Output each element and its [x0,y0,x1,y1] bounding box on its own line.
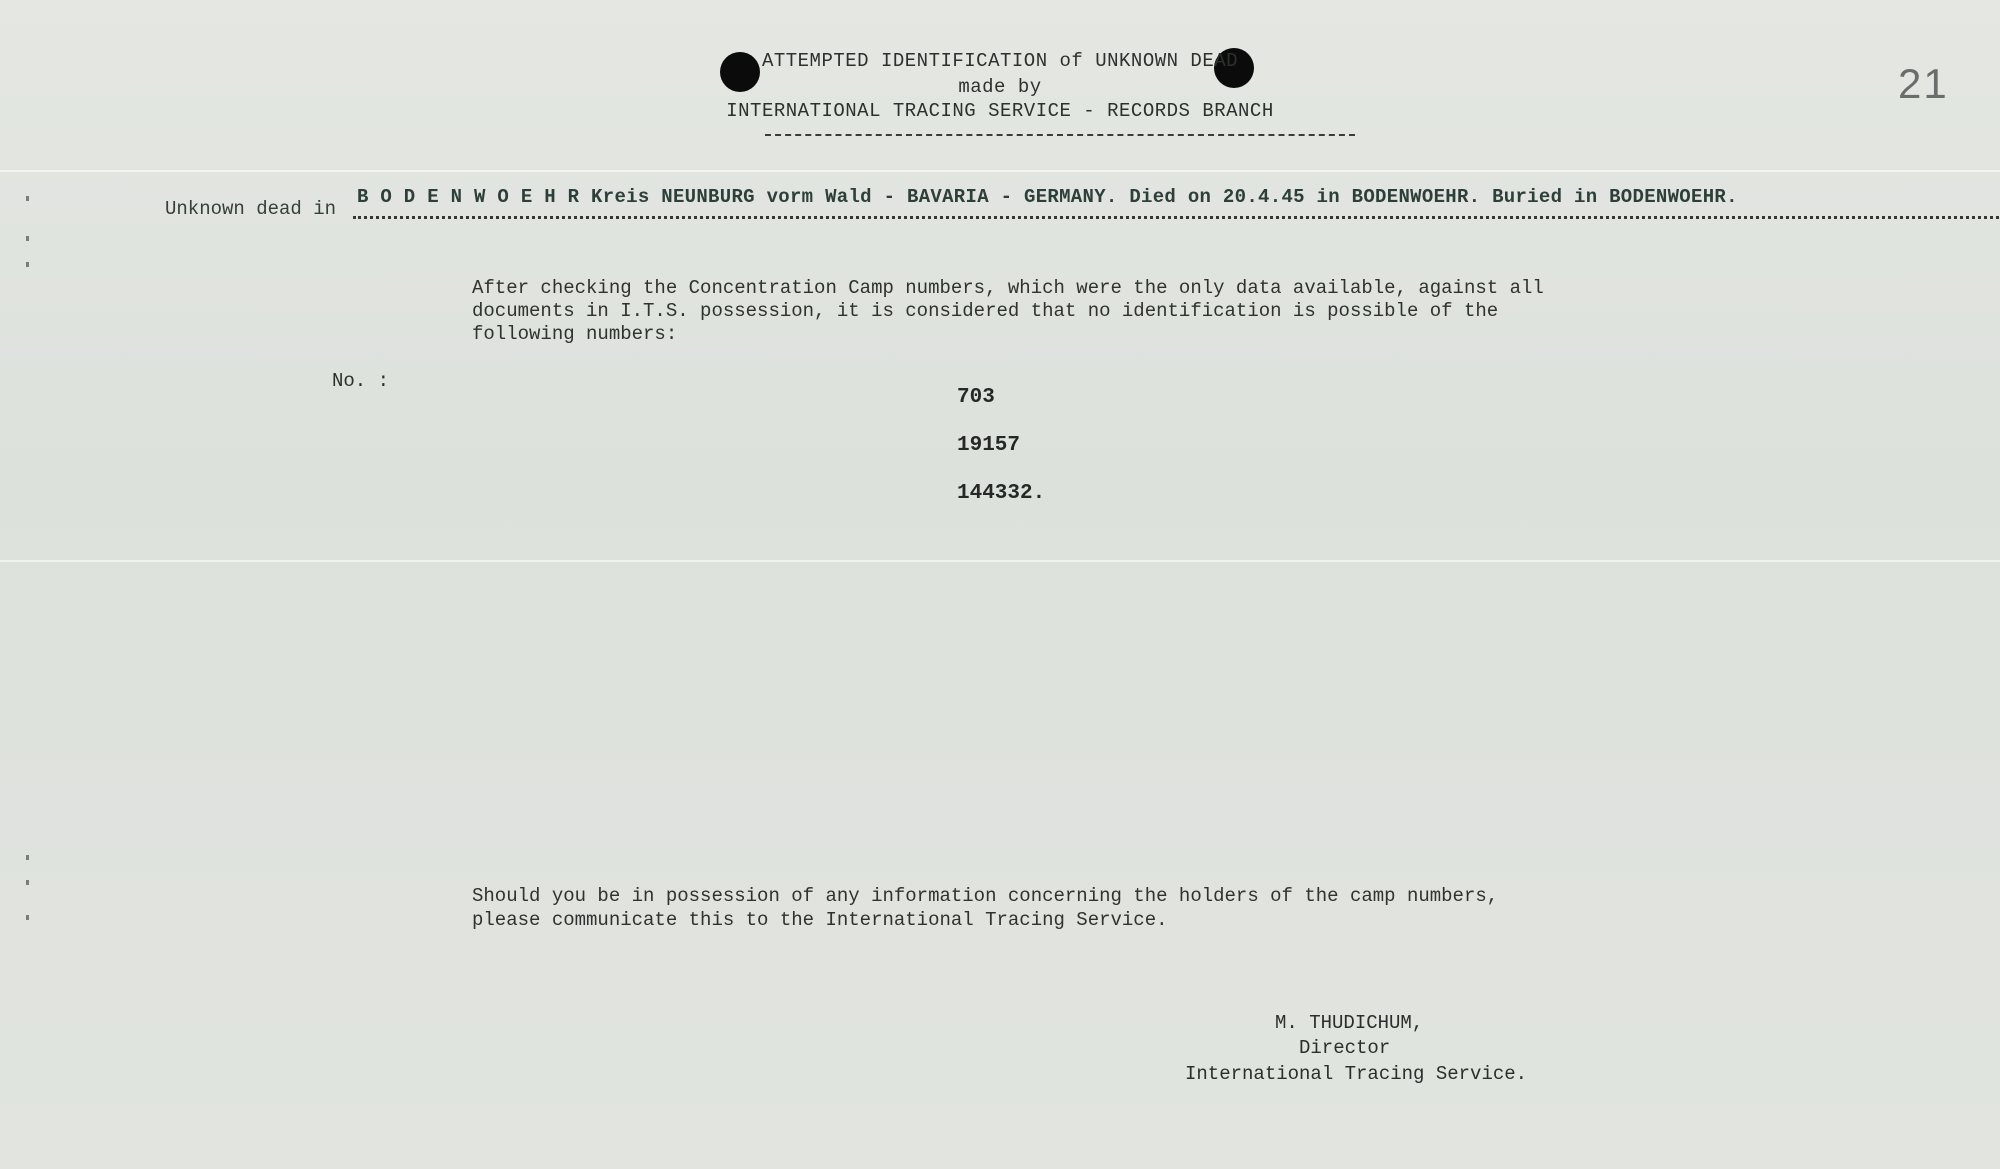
numbers-label: No. : [332,370,390,392]
intro-line-2: documents in I.T.S. possession, it is considered that no identification is possible of the [472,300,1499,322]
signature-organization: International Tracing Service. [1185,1063,1528,1085]
margin-mark [26,915,29,920]
paper-fold [0,560,2000,562]
closing-line-1: Should you be in possession of any information concerning the holders of the camp numbers, [472,885,1499,907]
header-organization: INTERNATIONAL TRACING SERVICE - RECORDS BRANCH [726,100,1274,122]
camp-number: 19157 [957,434,1021,457]
closing-line-2: please communicate this to the International Tracing Service. [472,909,1168,931]
margin-mark [26,880,29,885]
intro-line-1: After checking the Concentration Camp numbers, which were the only data available, against all [472,277,1544,299]
signature-title: Director [1299,1037,1391,1059]
dotted-fill-line [353,216,2000,219]
intro-line-3: following numbers: [472,323,678,345]
unknown-dead-row [165,186,1905,226]
page-number: 21 [1898,60,1949,107]
header-made-by: made by [958,76,1042,98]
paper-fold [0,170,2000,172]
margin-mark [26,236,29,241]
signature-name: M. THUDICHUM, [1275,1012,1424,1034]
unknown-dead-place: B O D E N W O E H R Kreis NEUNBURG vorm Wald - BAVARIA - GERMANY. Died on 20.4.45 in BODENWOEHR. Buried in BODENWOEHR. [357,186,1738,208]
header-rule [765,134,1355,136]
margin-mark [26,855,29,860]
margin-mark [26,262,29,267]
camp-number: 144332. [957,482,1046,505]
margin-mark [26,196,29,201]
unknown-dead-label: Unknown dead in [165,198,337,220]
header-title: ATTEMPTED IDENTIFICATION of UNKNOWN DEAD [761,50,1239,72]
camp-number: 703 [957,386,995,409]
